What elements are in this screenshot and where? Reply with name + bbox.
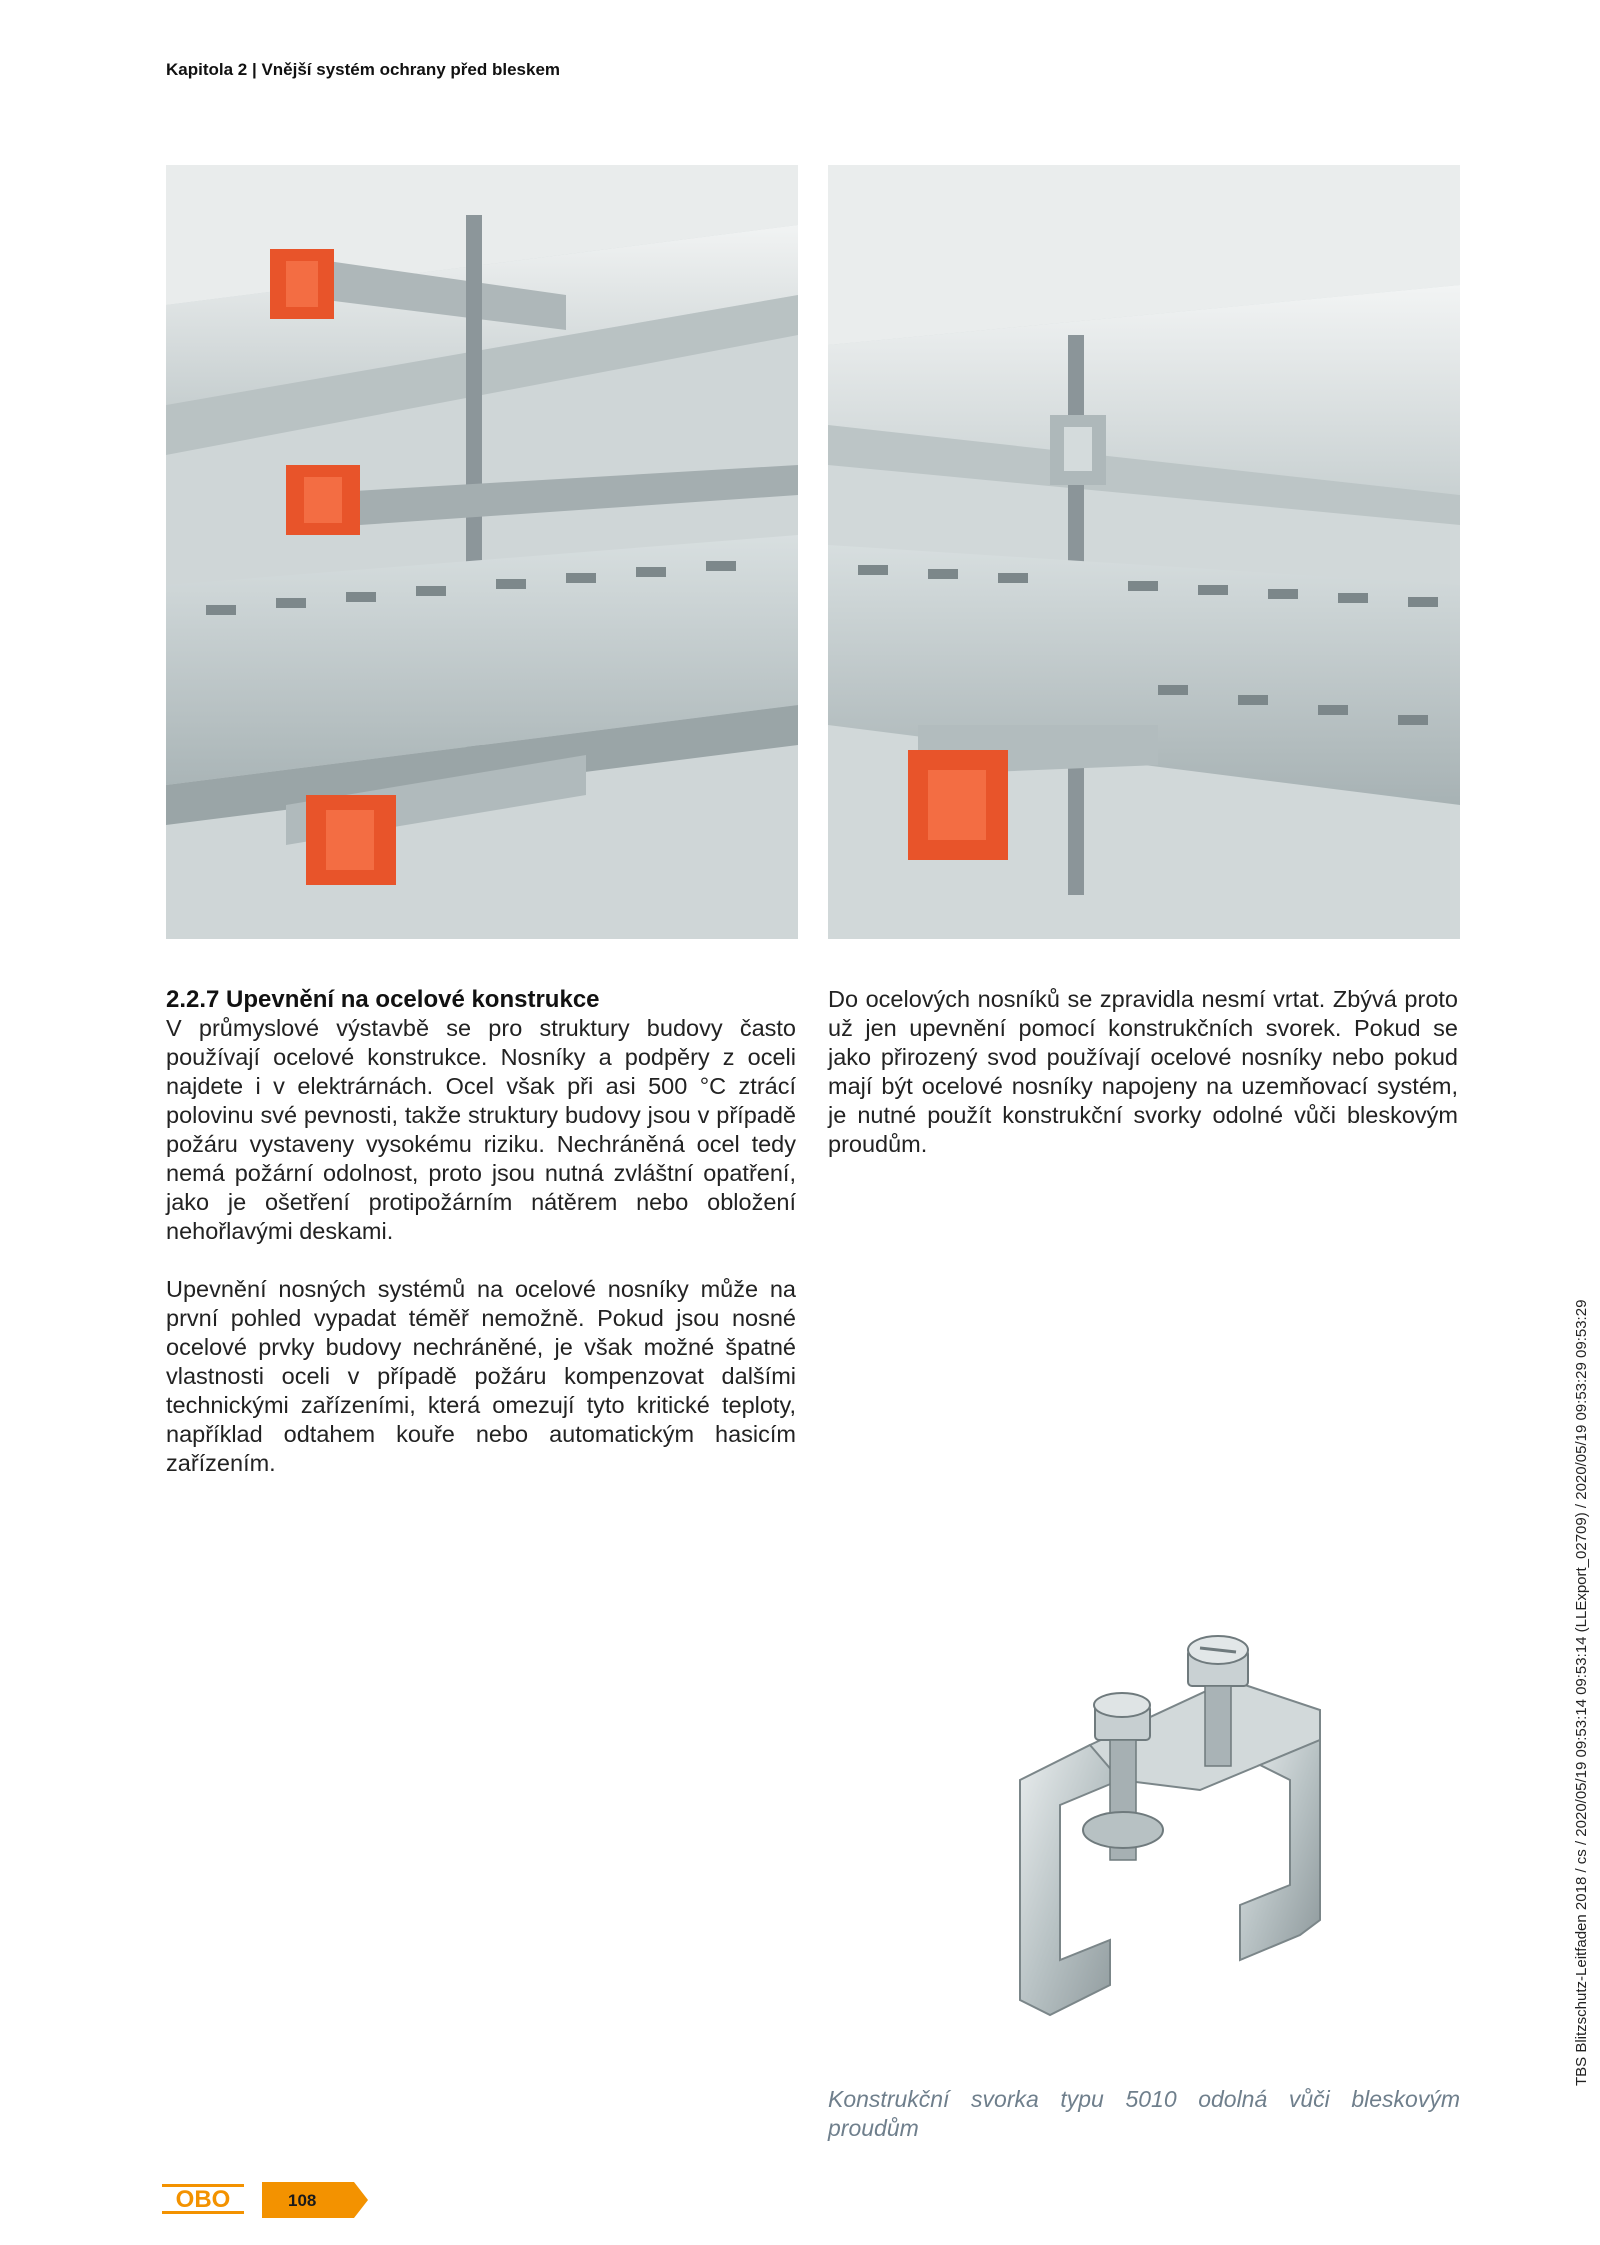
beam-clamp-product-image xyxy=(1000,1590,1340,2040)
left-paragraph-1 xyxy=(166,985,796,1246)
photo-cable-tray-beam-clamps xyxy=(166,165,798,939)
section-title: 2.2.7 Upevnění na ocelové konstrukce xyxy=(166,986,600,1013)
left-paragraph-2: Upevnění nosných systémů na ocelové nosníky může na první pohled vypadat téměř nemožně. Pokud jsou nosné ocelové prvky budovy nechráněné, je však možné špatné vlastnosti oceli v případě požáru kompenzovat dalšími technickými zařízeními, která omezují tyto kritické teploty, například odtahem kouře nebo automatickým hasicím zařízením. xyxy=(166,1276,796,1476)
running-header: Kapitola 2 | Vnější systém ochrany před bleskem xyxy=(166,60,561,79)
right-paragraph-1: Do ocelových nosníků se zpravidla nesmí vrtat. Zbývá proto už jen upevnění pomocí konstrukčních svorek. Pokud se jako přirozený svod používají ocelové nosníky nebo pokud mají být ocelové nosníky napojeny na uzemňovací systém, je nutné použít konstrukční svorky odolné vůči bleskovým proudům. xyxy=(828,986,1458,1157)
right-column xyxy=(828,985,1458,1159)
side-metadata: TBS Blitzschutz-Leitfaden 2018 / cs / 2020/05/19 09:53:14 09:53:14 (LLExport_02709) / 2020/05/19 09:53:29 09:53:29 xyxy=(1573,1299,1590,2086)
photo-cable-tray-beam-clamp-detail xyxy=(828,165,1460,939)
left-paragraph-1-text: V průmyslové výstavbě se pro struktury budovy často používají ocelové konstrukce. Nosníky a podpěry z oceli najdete i v elektrárnách. Ocel však při asi 500 °C ztrácí polovinu své pevnosti, takže struktury budovy jsou v případě požáru vystaveny vysokému riziku. Nechráněná ocel tedy nemá požární odolnost, proto jsou nutná zvláštní opatření, jako je ošetření protipožárním nátěrem nebo obložení nehořlavými deskami. xyxy=(166,1015,796,1244)
logo-text: OBO xyxy=(175,2186,231,2213)
page-number: 108 xyxy=(288,2191,317,2210)
figure-caption: Konstrukční svorka typu 5010 odolná vůči bleskovým proudům xyxy=(828,2086,1460,2141)
obo-logo xyxy=(162,2184,244,2214)
left-column xyxy=(166,985,796,1478)
